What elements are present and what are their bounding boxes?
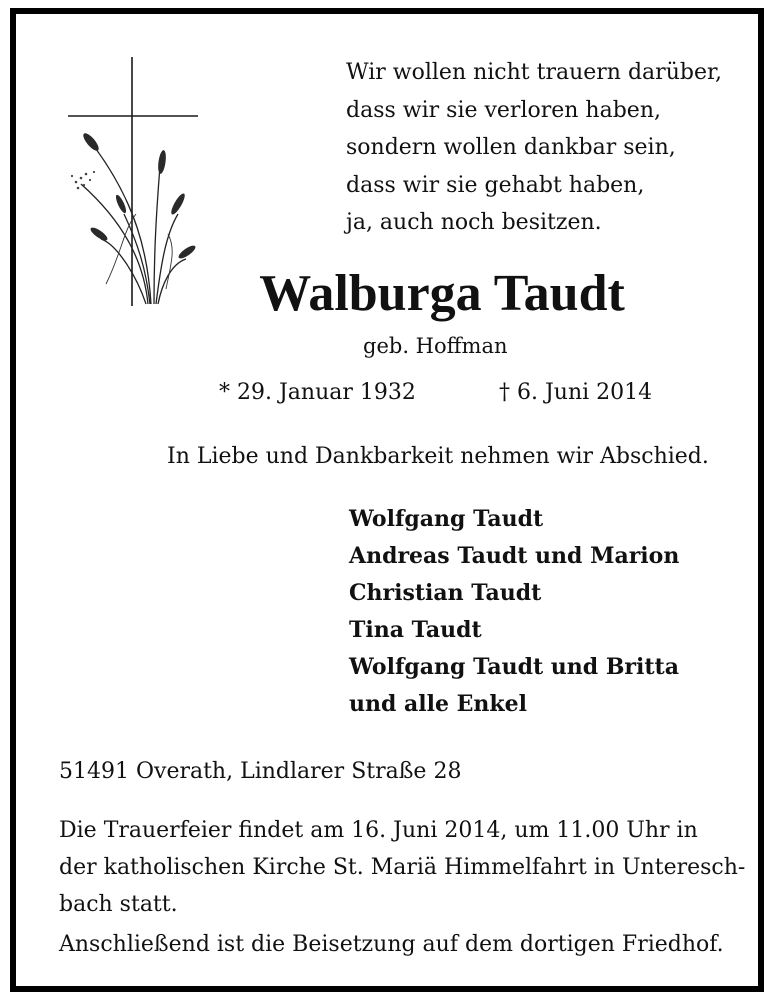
death-date: † 6. Juni 2014 [499, 380, 653, 405]
mourner: Christian Taudt [349, 580, 542, 606]
mourner: und alle Enkel [349, 691, 528, 717]
poem-line: dass wir sie gehabt haben, [346, 172, 645, 198]
poem-line: dass wir sie verloren haben, [346, 97, 661, 123]
mourner: Wolfgang Taudt und Britta [349, 654, 679, 680]
poem-line: Wir wollen nicht trauern darüber, [346, 60, 723, 85]
poem [346, 54, 722, 242]
ceremony-line: der katholischen Kirche St. Mariä Himmelfahrt in Unteresch- [59, 855, 746, 880]
address: 51491 Overath, Lindlarer Straße 28 [59, 759, 462, 784]
mourner: Wolfgang Taudt [349, 506, 544, 532]
birth-date: * 29. Januar 1932 [219, 380, 416, 405]
ceremony-info [59, 812, 746, 923]
ceremony-line: bach statt. [59, 892, 178, 917]
mourners-list [349, 501, 679, 723]
maiden-name: geb. Hoffman [363, 334, 508, 358]
poem-line: ja, auch noch besitzen. [346, 210, 602, 235]
mourner: Tina Taudt [349, 617, 482, 643]
burial-info: Anschließend ist die Beisetzung auf dem dortigen Friedhof. [59, 932, 724, 957]
obituary-notice [10, 8, 764, 992]
farewell-text: In Liebe und Dankbarkeit nehmen wir Abschied. [167, 444, 709, 469]
deceased-name: Walburga Taudt [259, 265, 625, 322]
mourner: Andreas Taudt und Marion [349, 543, 680, 569]
poem-line: sondern wollen dankbar sein, [346, 135, 676, 160]
ceremony-line: Die Trauerfeier findet am 16. Juni 2014, um 11.00 Uhr in [59, 818, 698, 843]
